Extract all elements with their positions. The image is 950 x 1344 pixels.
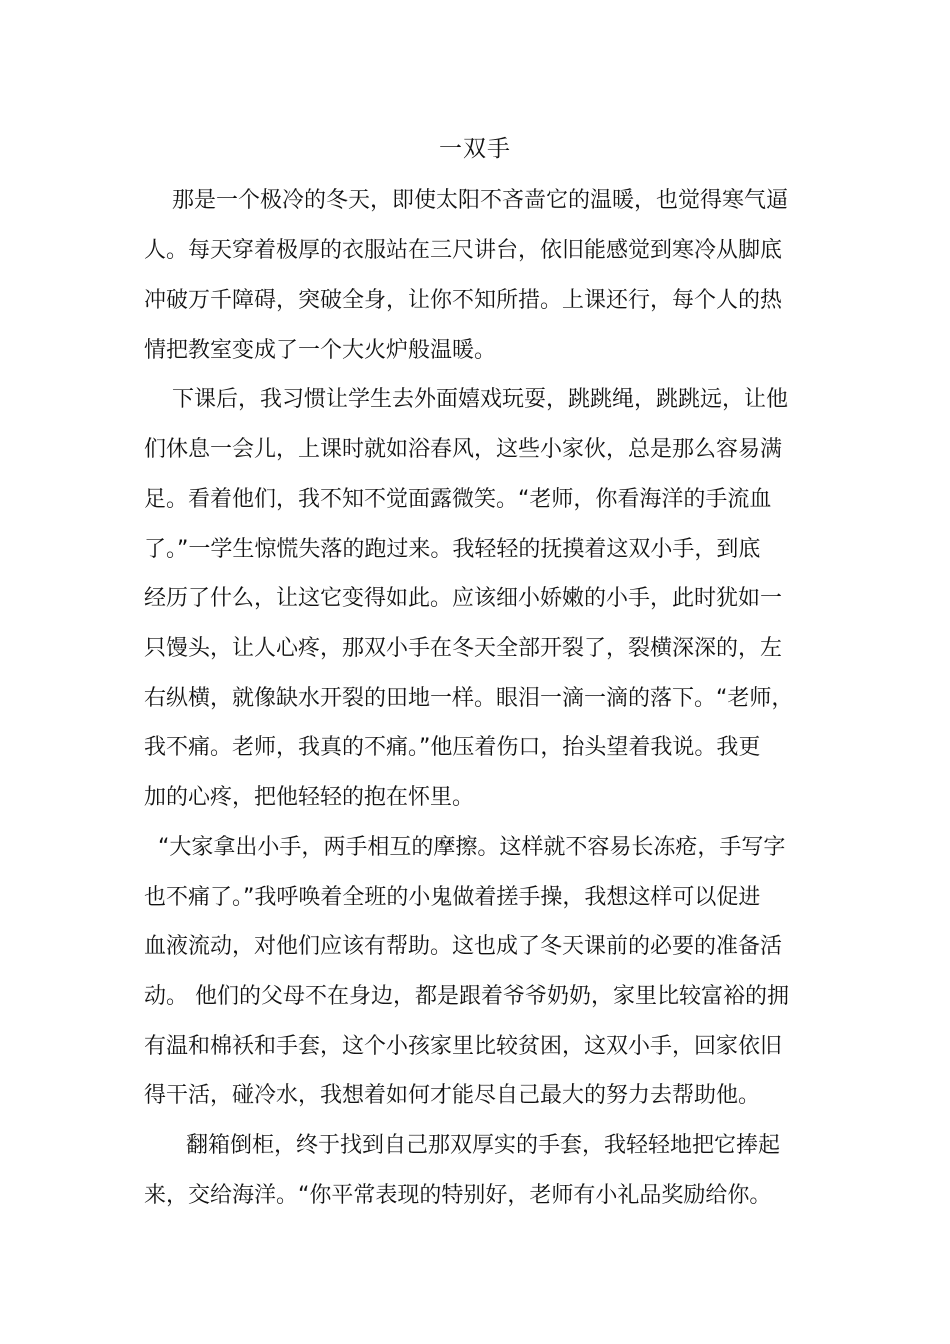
text-line: 得干活，碰冷水，我想着如何才能尽自己最大的努力去帮助他。 [144,1083,761,1108]
text-line: 经历了什么，让这它变得如此。应该细小娇嫩的小手，此时犹如一 [144,586,783,611]
text-line: 那是一个极冷的冬天，即使太阳不吝啬它的温暖，也觉得寒气逼 [144,188,788,213]
document-title: 一双手 [439,136,511,162]
text-line: 冲破万千障碍，突破全身，让你不知所措。上课还行，每个人的热 [144,288,783,313]
text-line: “大家拿出小手，两手相互的摩擦。这样就不容易长冻疮，手写字 [144,835,786,860]
text-line: 血液流动，对他们应该有帮助。这也成了冬天课前的必要的准备活 [144,934,783,959]
text-line: 加的心疼，把他轻轻的抱在怀里。 [144,785,475,810]
text-line: 我不痛。老师，我真的不痛。”他压着伤口，抬头望着我说。我更 [144,735,761,760]
text-line: 动。 他们的父母不在身边，都是跟着爷爷奶奶，家里比较富裕的拥 [144,984,789,1009]
text-line: 也不痛了。”我呼唤着全班的小鬼做着搓手操，我想这样可以促进 [144,885,761,910]
text-line: 下课后，我习惯让学生去外面嬉戏玩耍，跳跳绳，跳跳远，让他 [144,387,788,412]
text-line: 了。”一学生惊慌失落的跑过来。我轻轻的抚摸着这双小手，到底 [144,537,761,562]
text-line: 翻箱倒柜，终于找到自己那双厚实的手套，我轻轻地把它捧起 [144,1133,780,1158]
text-line: 足。看着他们，我不知不觉面露微笑。“老师，你看海洋的手流血 [144,487,772,512]
text-line: 情把教室变成了一个大火炉般温暖。 [144,338,497,363]
text-line: 有温和棉袄和手套，这个小孩家里比较贫困，这双小手，回家依旧 [144,1034,783,1059]
text-line: 人。每天穿着极厚的衣服站在三尺讲台，依旧能感觉到寒冷从脚底 [144,238,783,263]
text-line: 们休息一会儿，上课时就如浴春风，这些小家伙，总是那么容易满 [144,437,783,462]
text-line: 右纵横，就像缺水开裂的田地一样。眼泪一滴一滴的落下。“老师， [144,686,794,711]
text-line: 来，交给海洋。“你平常表现的特别好，老师有小礼品奖励给你。 [144,1183,772,1208]
text-line: 只馒头，让人心疼，那双小手在冬天全部开裂了，裂横深深的，左 [144,636,783,661]
